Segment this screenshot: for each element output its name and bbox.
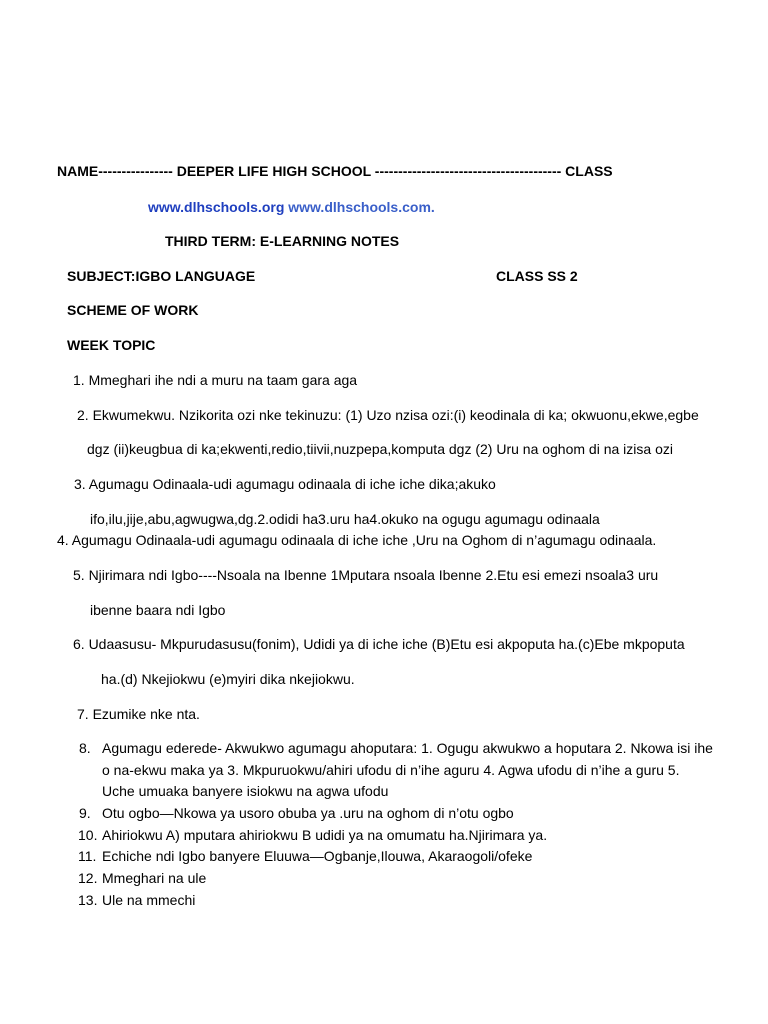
topic-line-7: 7. Ezumike nke nta. [77,706,200,722]
topic-line-4: 4. Agumagu Odinaala-udi agumagu odinaala di iche iche ,Uru na Oghom di n’agumagu odinaala. [57,532,657,548]
list-item-text: Mmeghari na ule [102,870,207,886]
list-item-text: Ahiriokwu A) mputara ahiriokwu B udidi ya na omumatu ha.Njirimara ya. [102,827,548,843]
topic-line-1: 1. Mmeghari ihe ndi a muru na taam gara aga [73,372,358,388]
website-link-com[interactable]: www.dlhschools.com [288,199,431,215]
topic-line-3b: ifo,ilu,jije,abu,agwugwa,dg.2.odidi ha3.uru ha4.okuko na ogugu agumagu odinaala [90,511,600,527]
list-item-text: o na-ekwu maka ya 3. Mkpuruokwu/ahiri ufodu di n’ihe aguru 4. Agwa ufodu di n’ihe a guru 5. [102,762,680,778]
topic-line-2b: dgz (ii)keugbua di ka;ekwenti,redio,tiivii,nuzpepa,komputa dgz (2) Uru na oghom di na izisa ozi [87,441,673,457]
list-item-text: Uche umuaka banyere isiokwu na agwa ufodu [102,783,389,799]
class-label: CLASS SS 2 [496,268,578,284]
topic-line-6a: 6. Udaasusu- Mkpurudasusu(fonim), Udidi ya di iche iche (B)Etu esi akpoputa ha.(c)Ebe mkpoputa [73,636,685,652]
list-item-text: Otu ogbo—Nkowa ya usoro obuba ya .uru na oghom di n’otu ogbo [102,805,514,821]
topic-line-5a: 5. Njirimara ndi Igbo----Nsoala na Ibenne 1Mputara nsoala Ibenne 2.Etu esi emezi nsoala3 uru [73,567,659,583]
list-item-text: Echiche ndi Igbo banyere Eluuwa—Ogbanje,Ilouwa, Akaraogoli/ofeke [102,848,533,864]
topic-line-2a: 2. Ekwumekwu. Nzikorita ozi nke tekinuzu: (1) Uzo nzisa ozi:(i) keodinala di ka; okwuonu,ekwe,egbe [77,407,699,423]
list-item-number: 10. [78,827,98,843]
list-item-number: 12. [78,870,98,886]
topic-line-6b: ha.(d) Nkejiokwu (e)myiri dika nkejiokwu. [101,671,355,687]
topic-line-5b: ibenne baara ndi Igbo [90,602,226,618]
week-topic-heading: WEEK TOPIC [67,337,156,353]
list-item-text: Agumagu ederede- Akwukwo agumagu ahoputara: 1. Ogugu akwukwo a hoputara 2. Nkowa isi ihe [102,740,713,756]
website-links [148,198,435,216]
list-item-number: 8. [79,740,91,756]
list-item-number: 13. [78,892,98,908]
website-link-org[interactable]: www.dlhschools.org [148,199,285,215]
name-line: NAME---------------- DEEPER LIFE HIGH SCHOOL ---------------------------------------- CLASS [57,163,613,179]
term-title: THIRD TERM: E-LEARNING NOTES [165,233,400,249]
website-link-suffix: . [430,199,435,215]
list-item-number: 11. [78,848,97,864]
subject-label: SUBJECT:IGBO LANGUAGE [67,268,256,284]
list-item-text: Ule na mmechi [102,892,196,908]
topic-line-3a: 3. Agumagu Odinaala-udi agumagu odinaala di iche iche dika;akuko [74,476,496,492]
scheme-of-work-heading: SCHEME OF WORK [67,302,199,318]
list-item-number: 9. [79,805,91,821]
